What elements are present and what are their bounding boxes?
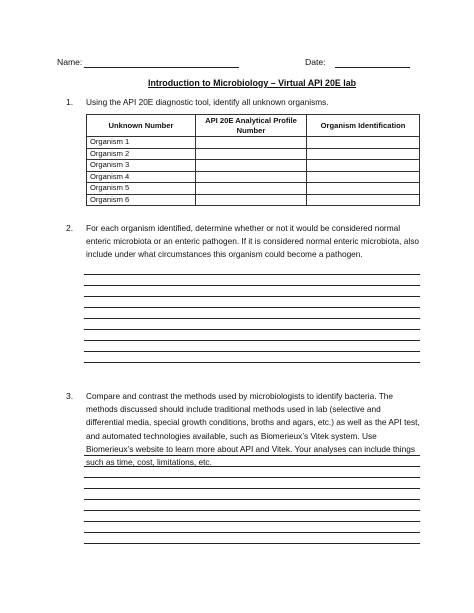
table-row [87,194,420,206]
answer-line [84,340,420,341]
q2-number: 2. [66,223,74,233]
answer-line [84,329,420,330]
table-row [87,183,420,195]
profile-number-cell[interactable] [196,183,307,195]
organism-table [86,114,420,206]
answer-line [84,466,420,467]
column-header: Unknown Number [87,115,196,137]
organism-label: Organism 2 [87,148,196,160]
answer-line [84,285,420,286]
answer-line [84,362,420,363]
identification-cell[interactable] [307,137,420,149]
date-label: Date: [305,57,326,67]
q1-number: 1. [66,97,74,107]
profile-number-cell[interactable] [196,148,307,160]
organism-label: Organism 6 [87,194,196,206]
worksheet-title: Introduction to Microbiology – Virtual API 20E lab [148,78,357,88]
q3-number: 3. [66,391,74,401]
identification-cell[interactable] [307,183,420,195]
profile-number-cell[interactable] [196,160,307,172]
table-row [87,171,420,183]
identification-cell[interactable] [307,160,420,172]
organism-label: Organism 4 [87,171,196,183]
answer-line [84,318,420,319]
answer-line [84,477,420,478]
organism-label: Organism 3 [87,160,196,172]
q1-text: Using the API 20E diagnostic tool, identify all unknown organisms. [86,97,329,107]
q3-text: Compare and contrast the methods used by microbiologists to identify bacteria. The methods discussed should include traditional methods used in lab (selective and differential media, special growth conditions, broths and agars, etc.) as well as the API test, and automated technologies available, such as Biomerieux’s Vitek system. Use Biomerieux’s website to learn more about API and Vitek. Your analyses can include things such as time, cost, limitations, etc. [86,391,420,468]
answer-line [84,499,420,500]
identification-cell[interactable] [307,171,420,183]
answer-line [84,532,420,533]
answer-line [84,296,420,297]
answer-line [84,488,420,489]
table-row [87,137,420,149]
column-header: API 20E Analytical Profile Number [196,115,307,137]
answer-line [84,274,420,275]
answer-line [84,510,420,511]
answer-line [84,455,420,456]
organism-label: Organism 5 [87,183,196,195]
table-header-row [87,115,420,137]
table-row [87,160,420,172]
answer-line [84,351,420,352]
profile-number-cell[interactable] [196,137,307,149]
answer-line [84,543,420,544]
answer-line [84,307,420,308]
profile-number-cell[interactable] [196,171,307,183]
column-header: Organism Identification [307,115,420,137]
name-label: Name: [57,57,83,67]
date-blank[interactable] [335,57,410,68]
identification-cell[interactable] [307,194,420,206]
answer-line [84,521,420,522]
table-row [87,148,420,160]
q2-text: For each organism identified, determine whether or not it would be considered normal enteric microbiota or an enteric pathogen. If it is considered normal enteric microbiota, also include under what circumstances this organism could become a pathogen. [86,223,419,260]
name-blank[interactable] [84,57,239,68]
q2-answer-lines[interactable] [84,270,420,370]
q3-answer-lines[interactable] [84,451,420,551]
profile-number-cell[interactable] [196,194,307,206]
identification-cell[interactable] [307,148,420,160]
organism-label: Organism 1 [87,137,196,149]
